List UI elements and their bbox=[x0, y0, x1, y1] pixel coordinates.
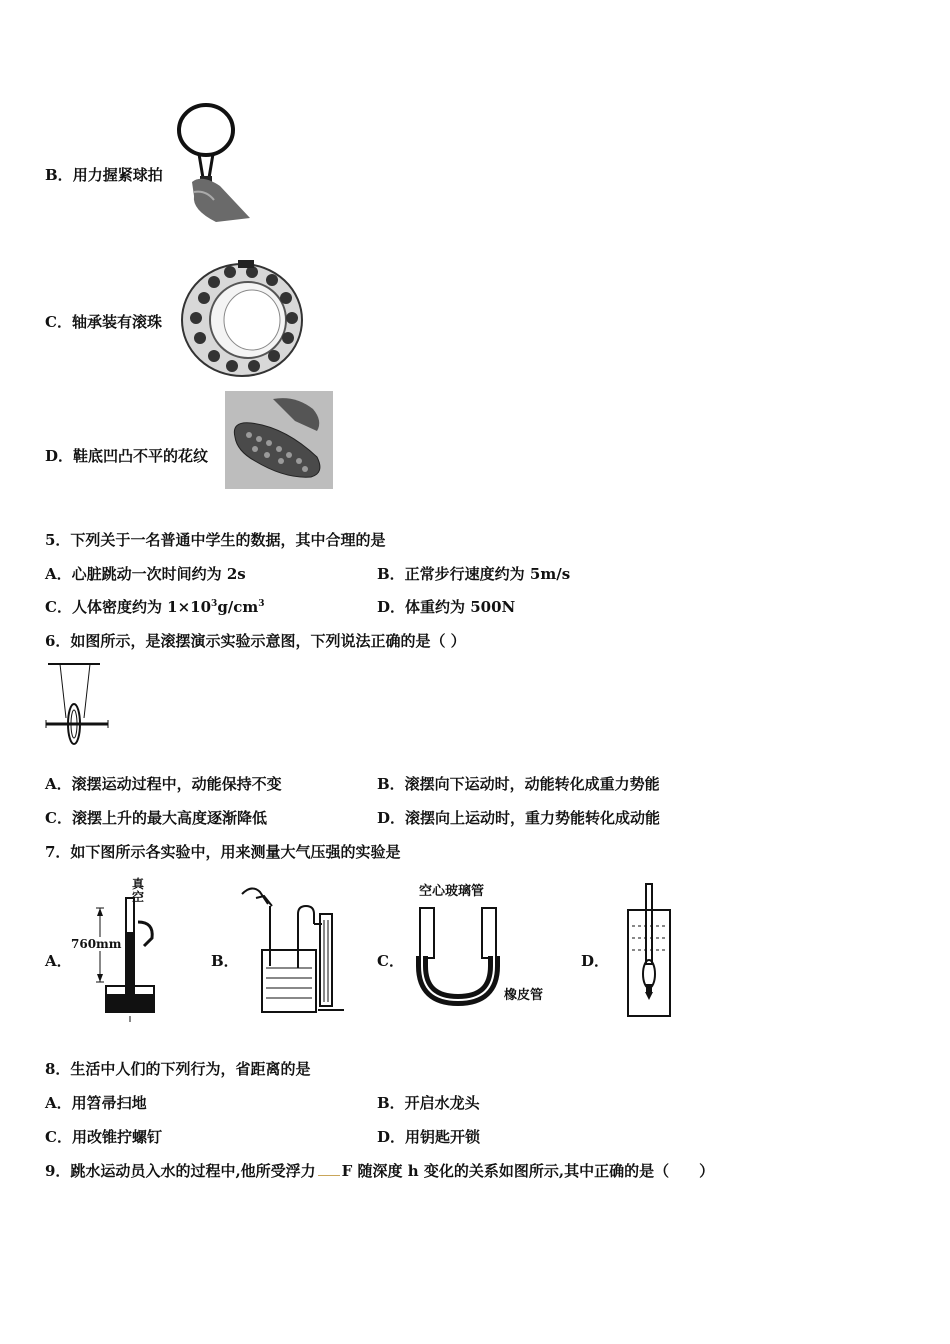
q4-option-d: D．鞋底凹凸不平的花纹 bbox=[45, 447, 209, 465]
vacuum-label: 真空 bbox=[132, 877, 145, 904]
shoe-sole-image bbox=[225, 391, 333, 489]
q8-option-b: B．开启水龙头 bbox=[377, 1094, 480, 1112]
tennis-racket-image bbox=[172, 100, 254, 225]
q6-option-b: B．滚摆向下运动时，动能转化成重力势能 bbox=[377, 775, 660, 793]
q6-option-a: A．滚摆运动过程中，动能保持不变 bbox=[45, 775, 282, 793]
hollow-glass-tube-label: 空心玻璃管 bbox=[419, 884, 485, 899]
q5-option-d: D．体重约为 500N bbox=[377, 598, 516, 616]
q7-option-b: B． bbox=[211, 952, 239, 970]
q5-option-c: C．人体密度约为 $1\times 10^3g/cm^3$ bbox=[45, 598, 265, 616]
q7-option-c: C． bbox=[377, 952, 404, 970]
q7-stem: 7．如下图所示各实验中，用来测量大气压强的实验是 bbox=[45, 843, 401, 861]
height-760mm-label: 760mm bbox=[71, 937, 122, 951]
q5-option-b: B．正常步行速度约为 5m/s bbox=[377, 565, 571, 583]
density-meter-diagram bbox=[624, 882, 676, 1018]
ball-bearing-image bbox=[174, 258, 306, 380]
q7-option-d: D． bbox=[581, 952, 610, 970]
maxwell-pendulum-diagram bbox=[44, 662, 114, 754]
q4-option-b: B．用力握紧球拍 bbox=[45, 166, 163, 184]
q7-option-a: A． bbox=[45, 952, 72, 970]
q6-option-c: C．滚摆上升的最大高度逐渐降低 bbox=[45, 809, 267, 827]
q9-stem: 9．跳水运动员入水的过程中,他所受浮力 F 随深度 h 变化的关系如图所示,其中正确的是（ ） bbox=[45, 1162, 715, 1180]
rubber-tube-label: 橡皮管 bbox=[504, 988, 544, 1003]
q5-option-a: A．心脏跳动一次时间约为 2s bbox=[45, 565, 246, 583]
q5-stem: 5．下列关于一名普通中学生的数据，其中合理的是 bbox=[45, 531, 386, 549]
answer-blank bbox=[318, 1175, 340, 1176]
q8-option-a: A．用笤帚扫地 bbox=[45, 1094, 147, 1112]
q8-option-c: C．用改锥拧螺钉 bbox=[45, 1128, 162, 1146]
q6-stem: 6．如图所示，是滚摆演示实验示意图，下列说法正确的是（ ） bbox=[45, 632, 466, 650]
u-tube-diagram bbox=[414, 896, 504, 1008]
pressure-gauge-experiment-diagram bbox=[238, 884, 350, 1018]
q6-option-d: D．滚摆向上运动时，重力势能转化成动能 bbox=[377, 809, 661, 827]
q4-option-c: C．轴承装有滚珠 bbox=[45, 313, 162, 331]
q8-stem: 8．生活中人们的下列行为，省距离的是 bbox=[45, 1060, 311, 1078]
q8-option-d: D．用钥匙开锁 bbox=[377, 1128, 481, 1146]
